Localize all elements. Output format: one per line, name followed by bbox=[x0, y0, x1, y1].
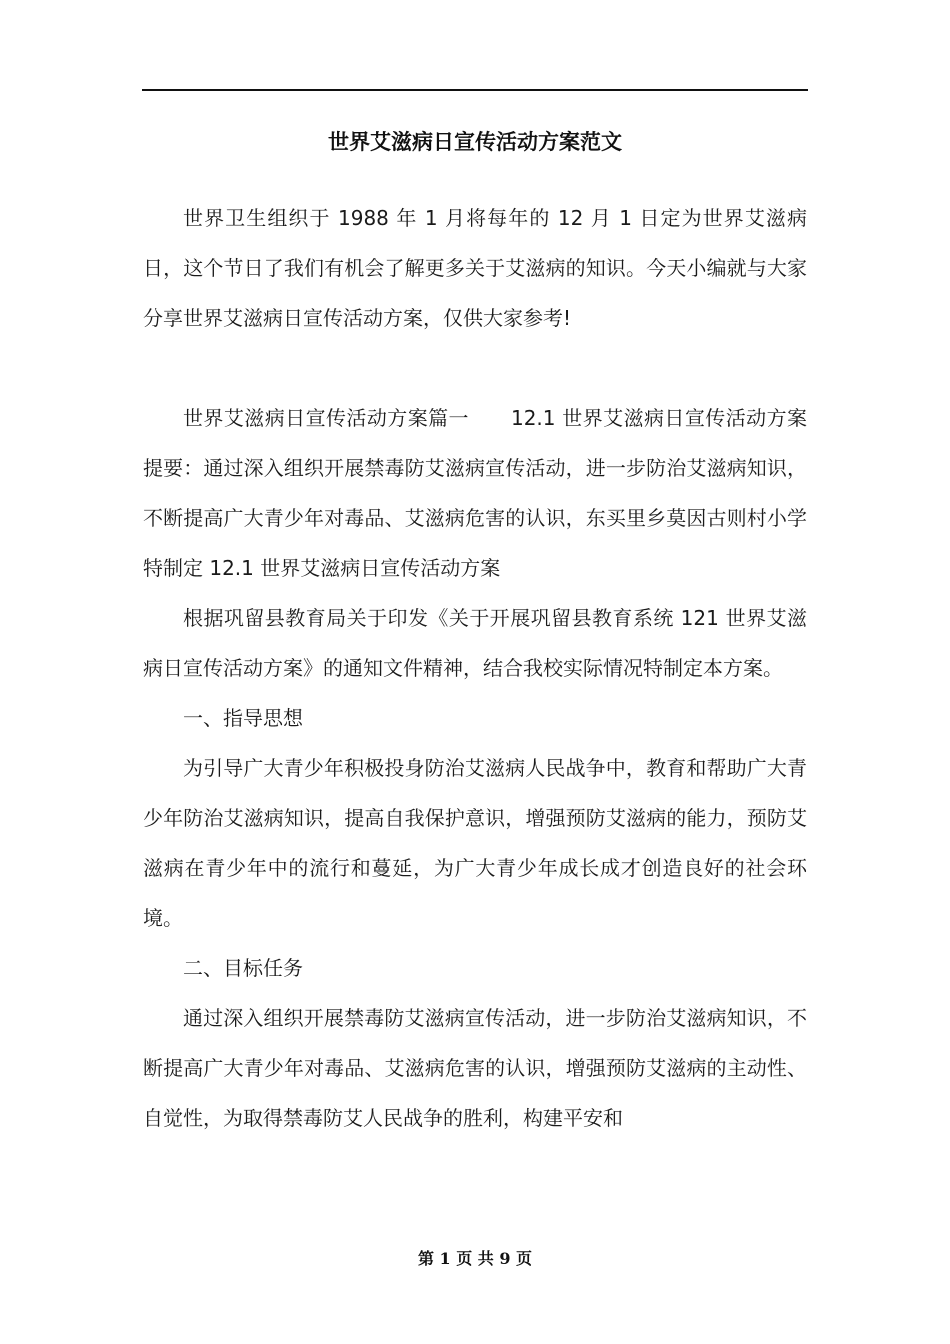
section-summary: 12.1 世界艾滋病日宣传活动方案提要：通过深入组织开展禁毒防艾滋病宣传活动，进一步防治艾滋病知识，不断提高广大青少年对毒品、艾滋病危害的认识，东买里乡莫因古则村小学特制定 12.1 世界艾滋病日宣传活动方案 bbox=[143, 406, 808, 580]
intro-paragraph: 世界卫生组织于 1988 年 1 月将每年的 12 月 1 日定为世界艾滋病日，这个节日了我们有机会了解更多关于艾滋病的知识。今天小编就与大家分享世界艾滋病日宣传活动方案，仅供大家参考! bbox=[143, 206, 807, 330]
heading-guiding-thought: 一、指导思想 bbox=[183, 706, 303, 730]
header-rule bbox=[142, 89, 808, 91]
document-body bbox=[143, 193, 807, 1143]
page-number: 第 1 页 共 9 页 bbox=[417, 1249, 533, 1268]
basis-paragraph: 根据巩留县教育局关于印发《关于开展巩留县教育系统 121 世界艾滋病日宣传活动方案》的通知文件精神，结合我校实际情况特制定本方案。 bbox=[143, 606, 807, 680]
heading-goals: 二、目标任务 bbox=[183, 956, 303, 980]
document-title: 世界艾滋病日宣传活动方案范文 bbox=[328, 130, 622, 154]
section-lead-paragraph bbox=[143, 393, 807, 593]
guiding-paragraph: 为引导广大青少年积极投身防治艾滋病人民战争中，教育和帮助广大青少年防治艾滋病知识，提高自我保护意识，增强预防艾滋病的能力，预防艾滋病在青少年中的流行和蔓延，为广大青少年成长成才创造良好的社会环境。 bbox=[143, 756, 807, 930]
section-heading: 世界艾滋病日宣传活动方案篇一 bbox=[183, 406, 469, 430]
goals-paragraph: 通过深入组织开展禁毒防艾滋病宣传活动，进一步防治艾滋病知识，不断提高广大青少年对毒品、艾滋病危害的认识，增强预防艾滋病的主动性、自觉性，为取得禁毒防艾人民战争的胜利，构建平安和 bbox=[143, 1006, 807, 1130]
